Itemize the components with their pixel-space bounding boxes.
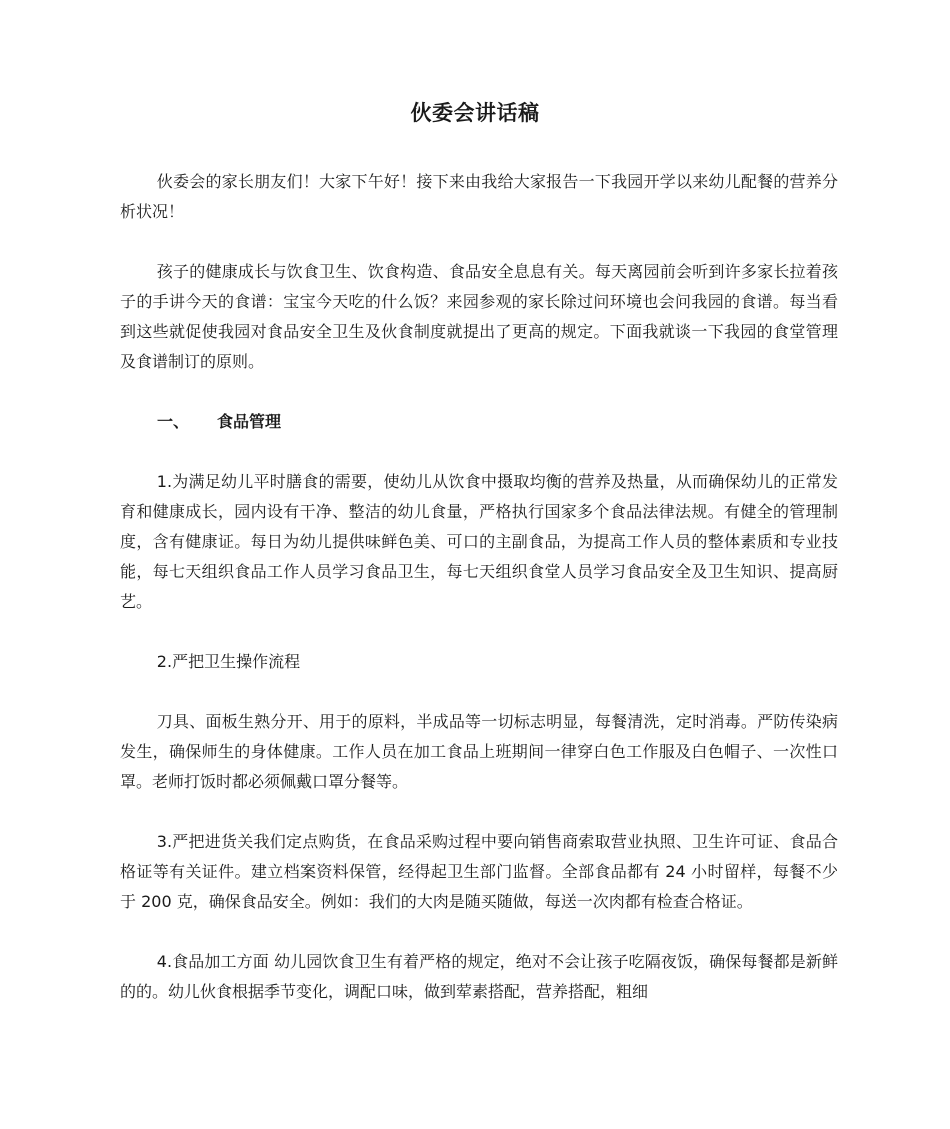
paragraph-intro: 孩子的健康成长与饮食卫生、饮食构造、食品安全息息有关。每天离园前会听到许多家长拉着孩子的手讲今天的食谱：宝宝今天吃的什么饭？来园参观的家长除过问环境也会问我园的食谱。每当看到这些就促使我园对食品安全卫生及伙食制度就提出了更高的规定。下面我就谈一下我园的食堂管理及食谱制订的原则。 [120,262,838,371]
paragraph-item-1: 1.为满足幼儿平时膳食的需要，使幼儿从饮食中摄取均衡的营养及热量，从而确保幼儿的正常发育和健康成长，园内设有干净、整洁的幼儿食量，严格执行国家多个食品法律法规。有健全的管理制度，含有健康证。每日为幼儿提供味鲜色美、可口的主副食品，为提高工作人员的整体素质和专业技能，每七天组织食品工作人员学习食品卫生，每七天组织食堂人员学习食品安全及卫生知识、提高厨艺。 [120,472,838,611]
paragraph-item-3: 3.严把进货关我们定点购货，在食品采购过程中要向销售商索取营业执照、卫生许可证、食品合格证等有关证件。建立档案资料保管，经得起卫生部门监督。全部食品都有 24 小时留样，每餐不少于 200 克，确保食品安全。例如：我们的大肉是随买随做，每送一次肉都有检查合格证。 [120,832,838,911]
paragraph-item-4: 4.食品加工方面 幼儿园饮食卫生有着严格的规定，绝对不会让孩子吃隔夜饭，确保每餐都是新鲜的的。幼儿伙食根据季节变化，调配口味，做到荤素搭配，营养搭配，粗细 [120,952,838,1001]
document-title: 伙委会讲话稿 [410,101,540,125]
section-number: 一、 [157,412,190,431]
section-heading [120,407,838,437]
paragraph-item-2-body: 刀具、面板生熟分开、用于的原料，半成品等一切标志明显，每餐清洗，定时消毒。严防传染病发生，确保师生的身体健康。工作人员在加工食品上班期间一律穿白色工作服及白色帽子、一次性口罩。老师打饭时都必须佩戴口罩分餐等。 [120,712,838,791]
document-body [120,167,838,1037]
paragraph-greeting: 伙委会的家长朋友们！大家下午好！接下来由我给大家报告一下我园开学以来幼儿配餐的营养分析状况！ [120,172,838,221]
section-title: 食品管理 [217,412,282,431]
paragraph-item-2-heading: 2.严把卫生操作流程 [156,652,301,671]
